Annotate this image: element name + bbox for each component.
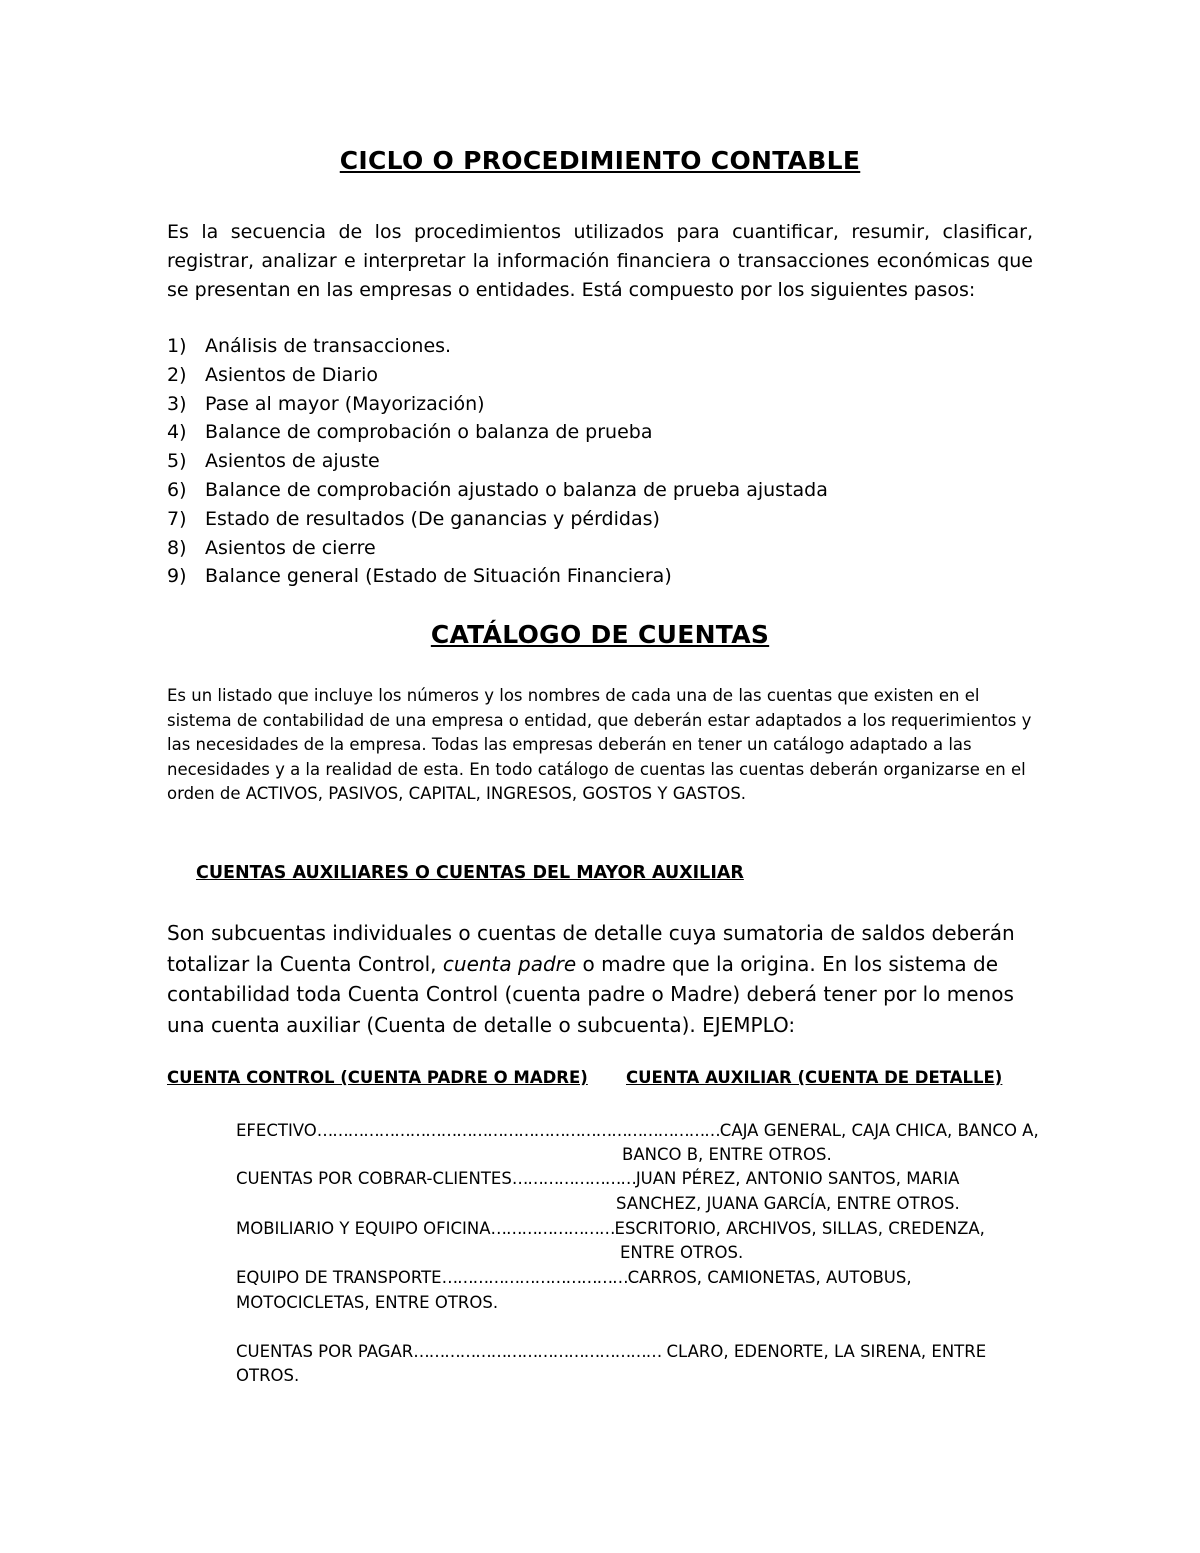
steps-list <box>167 332 828 591</box>
catalogo-title: CATÁLOGO DE CUENTAS <box>430 620 770 649</box>
example-row-transporte: EQUIPO DE TRANSPORTE………………………………CARROS, CAMIONETAS, AUTOBUS, <box>236 1268 912 1287</box>
example-detail-mobiliario: ENTRE OTROS. <box>620 1243 744 1262</box>
list-item: 1) Análisis de transacciones. <box>167 335 452 357</box>
column-header-control: CUENTA CONTROL (CUENTA PADRE O MADRE) <box>167 1068 588 1087</box>
list-item: 8) Asientos de cierre <box>167 536 376 559</box>
example-row-cxc: CUENTAS POR COBRAR-CLIENTES……………………JUAN PÉREZ, ANTONIO SANTOS, MARIA <box>236 1169 960 1188</box>
list-item: 3) Pase al mayor (Mayorización) <box>167 392 485 415</box>
example-detail-transporte: MOTOCICLETAS, ENTRE OTROS. <box>236 1293 499 1312</box>
intro-paragraph: Es la secuencia de los procedimientos utilizados para cuantificar, resumir, clasificar, registrar, analizar e interpretar la información financiera o transacciones económicas que se presentan en las empresas o entidades. Está compuesto por los siguientes pasos: <box>167 221 1033 301</box>
example-row-cxp: CUENTAS POR PAGAR………………………………………… CLARO, EDENORTE, LA SIRENA, ENTRE <box>236 1342 987 1361</box>
example-detail-cxc: SANCHEZ, JUANA GARCÍA, ENTRE OTROS. <box>616 1194 960 1213</box>
example-row-mobiliario: MOBILIARIO Y EQUIPO OFICINA……………………ESCRITORIO, ARCHIVOS, SILLAS, CREDENZA, <box>236 1219 985 1238</box>
list-item: 5) Asientos de ajuste <box>167 450 380 473</box>
catalogo-paragraph: Es un listado que incluye los números y los nombres de cada una de las cuentas que existen en el sistema de contabilidad de una empresa o entidad, que deberán estar adaptados a los requerimientos y las necesidades de la empresa. Todas las empresas deberán en tener un catálogo adaptado a las necesidades y a la realidad de esta. En todo catálogo de cuentas las cuentas deberán organizarse en el orden de ACTIVOS, PASIVOS, CAPITAL, INGRESOS, GOSTOS Y GASTOS. <box>167 686 1032 803</box>
list-item: 6) Balance de comprobación ajustado o balanza de prueba ajustada <box>167 478 828 501</box>
auxiliares-paragraph: Son subcuentas individuales o cuentas de detalle cuya sumatoria de saldos deberán totalizar la Cuenta Control, cuenta padre o madre que la origina. En los sistema de contabilidad toda Cuenta Control (cuenta padre o Madre) deberá tener por lo menos una cuenta auxiliar (Cuenta de detalle o subcuenta). EJEMPLO: <box>167 921 1015 1037</box>
column-header-auxiliar: CUENTA AUXILIAR (CUENTA DE DETALLE) <box>626 1068 1003 1087</box>
auxiliares-heading: CUENTAS AUXILIARES O CUENTAS DEL MAYOR AUXILIAR <box>196 863 744 883</box>
list-item: 7) Estado de resultados (De ganancias y pérdidas) <box>167 507 660 530</box>
page-title: CICLO O PROCEDIMIENTO CONTABLE <box>339 146 861 175</box>
list-item: 4) Balance de comprobación o balanza de prueba <box>167 421 653 444</box>
list-item: 2) Asientos de Diario <box>167 363 378 386</box>
list-item: 9) Balance general (Estado de Situación Financiera) <box>167 565 672 588</box>
example-detail-cxp: OTROS. <box>236 1366 300 1385</box>
example-row-efectivo: EFECTIVO……………………………………………………………………CAJA GENERAL, CAJA CHICA, BANCO A, <box>236 1121 1039 1140</box>
example-detail-efectivo: BANCO B, ENTRE OTROS. <box>622 1145 832 1164</box>
